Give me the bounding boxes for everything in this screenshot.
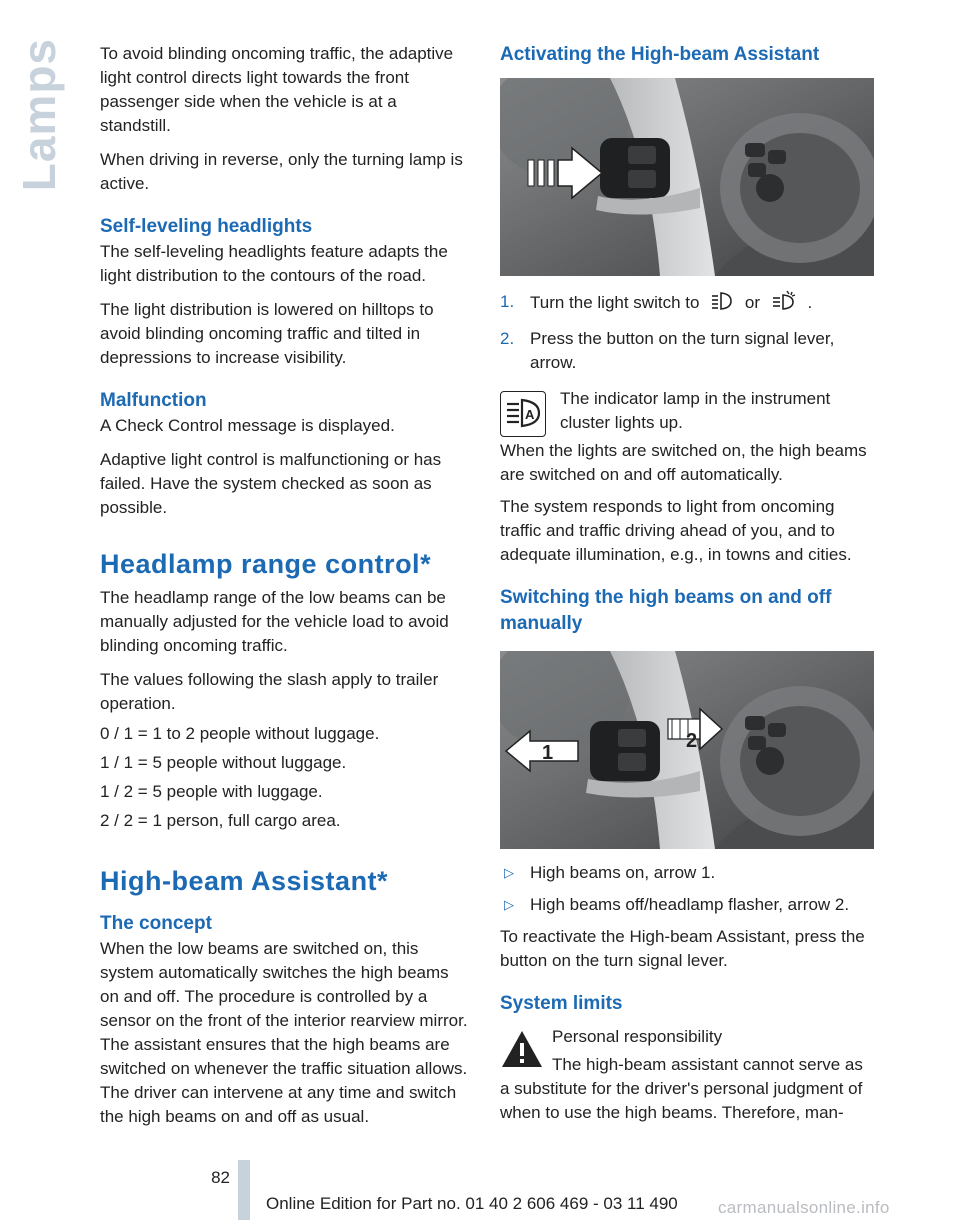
warning-icon [500,1029,544,1073]
list-item [500,893,874,917]
left-column [100,42,472,1137]
steering-wheel-photo-manual [500,651,874,849]
load-value-line: 2 / 2 = 1 person, full cargo area. [100,811,341,830]
list-item [500,327,874,375]
high-beam-assistant-indicator-icon [500,391,546,437]
list-item [500,290,874,319]
right-column [500,42,874,1133]
edition-text: Online Edition for Part no. 01 40 2 606 469 - 03 11 490 [266,1194,678,1213]
section-heading-malfunction: Malfunction [100,390,207,411]
warning-text: The high-beam assistant cannot serve as a substitute for the driver's personal judgment of when to use the high beams. Therefore, man- [500,1055,863,1122]
section-heading-headlamp-range: Headlamp range control* [100,549,432,579]
steering-wheel-arrows-illustration [500,651,874,849]
paragraph: To reactivate the High-beam Assistant, press the button on the turn signal lever. [500,927,865,970]
step-text: Press the button on the turn signal lever, arrow. [530,329,835,372]
load-value-line: 1 / 2 = 5 people with luggage. [100,782,323,801]
step-text: or [744,293,761,312]
indicator-note [500,387,874,487]
paragraph: To avoid blinding oncoming traffic, the adaptive light control directs light towards the front passenger side when the vehicle is at a standstill. [100,44,454,135]
list-item [500,861,874,885]
footer-bar [238,1160,250,1220]
paragraph: The values following the slash apply to trailer operation. [100,670,439,713]
arrow-2-label: 2 [686,730,698,752]
warning-note [500,1025,874,1125]
load-value-line: 1 / 1 = 5 people without luggage. [100,753,347,772]
section-heading-system-limits: System limits [500,993,623,1014]
paragraph: Adaptive light control is malfunctioning or has failed. Have the system checked as soon as possible. [100,450,442,517]
arrow-1-label: 1 [542,742,554,764]
watermark: carmanualsonline.info [718,1198,890,1217]
step-number: 1. [500,292,515,311]
bullet-text: High beams on, arrow 1. [530,863,716,882]
manual-switch-bullets [500,861,874,917]
paragraph: The light distribution is lowered on hilltops to avoid blinding oncoming traffic and tilted in depressions to increase visibility. [100,300,434,367]
section-heading-self-leveling: Self-leveling headlights [100,216,313,237]
paragraph: The headlamp range of the low beams can be manually adjusted for the vehicle load to avoid blinding oncoming traffic. [100,588,449,655]
paragraph: The system responds to light from oncoming traffic and traffic driving ahead of you, and to adequate illumination, e.g., in towns and cities. [500,497,852,564]
steering-wheel-illustration [500,78,874,276]
step-text: Turn the light switch to [530,293,700,312]
triangle-bullet-icon: ▷ [504,865,514,880]
step-text: . [807,293,813,312]
subsection-heading-concept: The concept [100,913,212,934]
warning-title: Personal responsibility [552,1027,723,1046]
steering-wheel-photo-activate [500,78,874,276]
load-value-line: 0 / 1 = 1 to 2 people without luggage. [100,724,380,743]
paragraph: The indicator lamp in the instrument cluster lights up. [560,389,831,432]
auto-light-icon [771,290,797,319]
svg-text:A: A [525,407,535,422]
section-heading-manual-switching: Switching the high beams on and off manually [500,587,832,634]
paragraph: When the lights are switched on, the high beams are switched on and off automatically. [500,441,867,484]
paragraph: The self-leveling headlights feature adapts the light distribution to the contours of the road. [100,242,448,285]
auto-headlight-icon [710,290,734,319]
paragraph: When the low beams are switched on, this system automatically switches the high beams on and off. The procedure is controlled by a sensor on the front of the interior rearview mirror. The assistant ensures that the high beams are switched on whenever the traffic situation allows. The driver can intervene at any time and switch the high beams on and off as usual. [100,939,468,1126]
step-number: 2. [500,329,515,348]
section-heading-high-beam-assistant: High-beam Assistant* [100,866,389,896]
triangle-bullet-icon: ▷ [504,897,514,912]
chapter-title: Lamps [13,38,65,192]
activation-steps [500,290,874,375]
page-number: 82 [211,1168,230,1187]
section-heading-activating: Activating the High-beam Assistant [500,44,820,65]
bullet-text: High beams off/headlamp flasher, arrow 2. [530,895,850,914]
paragraph: When driving in reverse, only the turning lamp is active. [100,150,463,193]
chapter-side-tab [14,38,64,198]
paragraph: A Check Control message is displayed. [100,416,395,435]
